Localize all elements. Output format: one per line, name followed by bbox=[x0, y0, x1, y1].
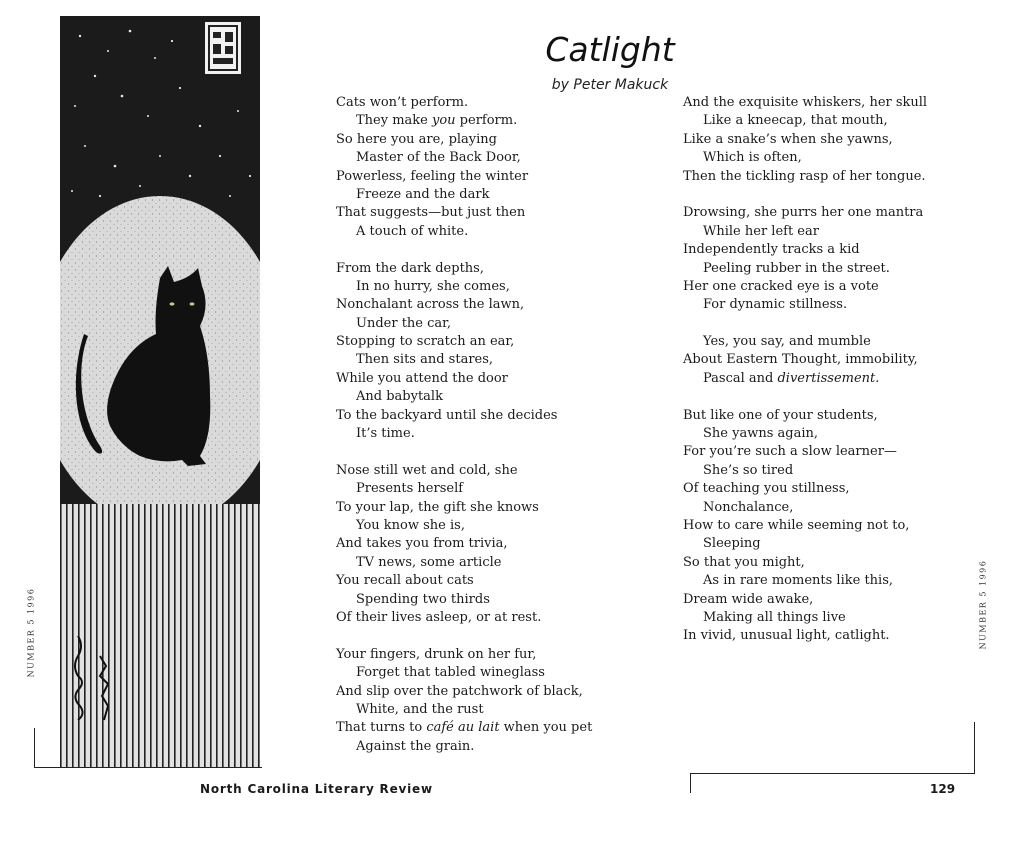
poem-line: Which is often, bbox=[703, 150, 802, 166]
right-margin-caption: NUMBER 5 1996 bbox=[978, 559, 988, 650]
poem-title: Catlight bbox=[545, 30, 675, 69]
poem-line: Forget that tabled wineglass bbox=[356, 665, 545, 681]
poem-line: Freeze and the dark bbox=[356, 186, 490, 202]
woodcut-artwork bbox=[60, 16, 260, 768]
poem-line: Pascal and divertissement. bbox=[703, 370, 880, 386]
poem-line: Against the grain. bbox=[356, 738, 475, 754]
poem-column-left bbox=[336, 94, 592, 756]
poem-line: That suggests—but just then bbox=[336, 205, 526, 221]
journal-title: North Carolina Literary Review bbox=[200, 782, 433, 796]
poem-line: And the exquisite whiskers, her skull bbox=[683, 95, 928, 110]
cat-illustration bbox=[60, 16, 260, 768]
poem-line: Dream wide awake, bbox=[683, 591, 814, 607]
striped-ground bbox=[60, 504, 260, 768]
poem-byline: by Peter Makuck bbox=[551, 77, 669, 93]
poem-line: To the backyard until she decides bbox=[336, 407, 558, 423]
poem-line: But like one of your students, bbox=[683, 407, 878, 423]
poem-line: Independently tracks a kid bbox=[683, 242, 860, 258]
poem-line: Nonchalant across the lawn, bbox=[336, 297, 525, 313]
poem-line: As in rare moments like this, bbox=[703, 573, 894, 589]
poem-line: And slip over the patchwork of black, bbox=[336, 683, 583, 699]
poem-line: She’s so tired bbox=[703, 462, 794, 478]
stanza-break bbox=[683, 186, 927, 204]
poem-line: Sleeping bbox=[703, 536, 761, 552]
poem-line: How to care while seeming not to, bbox=[683, 517, 910, 533]
poem-line: So that you might, bbox=[683, 554, 805, 570]
poem-line: Drowsing, she purrs her one mantra bbox=[683, 205, 924, 221]
seal-stamp bbox=[205, 22, 241, 74]
poem-line: Nose still wet and cold, she bbox=[336, 462, 518, 478]
stanza-break bbox=[336, 627, 592, 645]
poem-line: Of their lives asleep, or at rest. bbox=[336, 609, 542, 625]
poem-line: In vivid, unusual light, catlight. bbox=[683, 628, 890, 644]
right-short-tick bbox=[690, 773, 691, 793]
stanza-break bbox=[336, 443, 592, 461]
poem-line: Powerless, feeling the winter bbox=[336, 168, 529, 184]
poem-line: So here you are, playing bbox=[336, 131, 497, 147]
poem-line: While her left ear bbox=[703, 223, 819, 239]
poem-line: While you attend the door bbox=[336, 370, 508, 386]
poem-line: Her one cracked eye is a vote bbox=[683, 278, 879, 294]
poem-line: TV news, some article bbox=[356, 554, 502, 570]
poem-line: In no hurry, she comes, bbox=[356, 278, 510, 294]
left-vertical-rule bbox=[34, 728, 35, 768]
poem-line: Then sits and stares, bbox=[356, 352, 494, 368]
poem-column-right bbox=[683, 94, 927, 646]
poem-line: To your lap, the gift she knows bbox=[336, 499, 539, 515]
poem-line: Nonchalance, bbox=[703, 499, 794, 515]
poem-line: About Eastern Thought, immobility, bbox=[683, 352, 918, 368]
right-vertical-rule bbox=[974, 722, 975, 774]
stanza-break bbox=[336, 241, 592, 259]
right-horizontal-rule bbox=[690, 773, 975, 774]
poem-line: From the dark depths, bbox=[336, 260, 484, 276]
poem-line: A touch of white. bbox=[356, 223, 469, 239]
poem-line: And babytalk bbox=[356, 389, 443, 405]
poem-line: You recall about cats bbox=[336, 573, 474, 589]
poem-line: Yes, you say, and mumble bbox=[703, 334, 871, 350]
poem-line: Under the car, bbox=[356, 315, 452, 331]
poem-line: Presents herself bbox=[356, 481, 464, 497]
poem-line: That turns to café au lait when you pet bbox=[336, 720, 593, 736]
poem-line: Like a kneecap, that mouth, bbox=[703, 113, 888, 129]
poem-line: For dynamic stillness. bbox=[703, 297, 848, 313]
poem-line: White, and the rust bbox=[356, 701, 484, 717]
poem-line: They make you perform. bbox=[356, 113, 518, 129]
poem-line: It’s time. bbox=[356, 426, 415, 442]
poem-line: Of teaching you stillness, bbox=[683, 481, 850, 497]
poem-line: Like a snake’s when she yawns, bbox=[683, 131, 893, 147]
poem-line: Cats won’t perform. bbox=[336, 95, 469, 110]
poem-line: Stopping to scratch an ear, bbox=[336, 334, 515, 350]
poem-line: And takes you from trivia, bbox=[336, 536, 508, 552]
poem-line: Peeling rubber in the street. bbox=[703, 260, 890, 276]
page-number: 129 bbox=[930, 782, 956, 796]
left-margin-caption: NUMBER 5 1996 bbox=[26, 587, 36, 678]
poem-line: Master of the Back Door, bbox=[356, 150, 521, 166]
poem-line: Your fingers, drunk on her fur, bbox=[336, 646, 537, 662]
poem-line: Making all things live bbox=[703, 609, 846, 625]
left-horizontal-rule bbox=[34, 767, 262, 768]
poem-line: Spending two thirds bbox=[356, 591, 490, 607]
stanza-break bbox=[683, 315, 927, 333]
poem-line: She yawns again, bbox=[703, 426, 818, 442]
poem-line: You know she is, bbox=[356, 517, 465, 533]
poem-line: For you’re such a slow learner— bbox=[683, 444, 897, 460]
poem-line: Then the tickling rasp of her tongue. bbox=[683, 168, 926, 184]
stanza-break bbox=[683, 388, 927, 406]
